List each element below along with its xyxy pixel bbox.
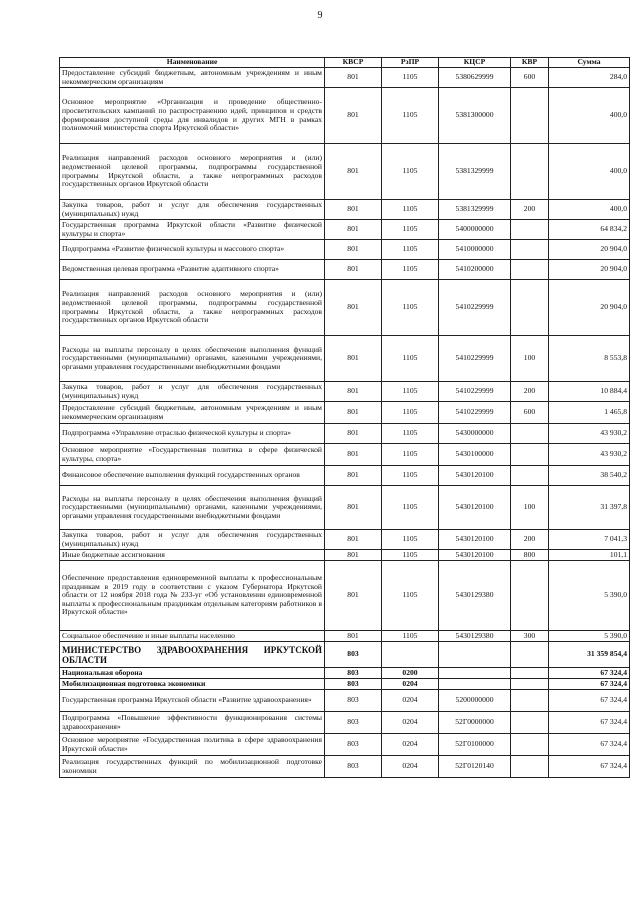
cell-name: Предоставление субсидий бюджетным, автономным учреждениям и иным некоммерческим организациям [60,402,325,424]
cell-name: Основное мероприятие «Государственная политика в сфере здравоохранения Иркутской области» [60,734,325,756]
cell-name: Иные бюджетные ассигнования [60,550,325,561]
cell-kvsr: 803 [325,712,382,734]
cell-rzpr: 1105 [382,382,439,402]
cell-name: Закупка товаров, работ и услуг для обеспечения государственных (муниципальных) нужд [60,382,325,402]
cell-sum: 31 397,8 [549,486,630,530]
cell-kvr [511,240,549,260]
cell-name: Подпрограмма «Повышение эффективности функционирования системы здравоохранения» [60,712,325,734]
cell-sum: 31 359 854,4 [549,642,630,668]
cell-kvsr: 801 [325,260,382,280]
column-header-name: Наименование [60,58,325,68]
cell-kcsr: 52Г0000000 [439,712,511,734]
cell-kvsr: 803 [325,642,382,668]
cell-kvr [511,756,549,778]
cell-rzpr: 1105 [382,200,439,220]
cell-rzpr: 1105 [382,88,439,144]
cell-sum: 5 390,0 [549,561,630,631]
cell-name: Мобилизационная подготовка экономики [60,679,325,690]
cell-sum: 400,0 [549,88,630,144]
cell-rzpr [382,642,439,668]
cell-sum: 20 904,0 [549,240,630,260]
cell-kcsr: 5381329999 [439,144,511,200]
table-row [60,424,630,444]
cell-rzpr: 1105 [382,444,439,466]
cell-sum: 67 324,4 [549,690,630,712]
cell-sum: 38 540,2 [549,466,630,486]
cell-kvsr: 801 [325,486,382,530]
column-header-kvsr: КВСР [325,58,382,68]
cell-kvsr: 801 [325,68,382,88]
cell-kcsr: 5410229999 [439,280,511,336]
cell-kvr [511,642,549,668]
cell-kcsr: 52Г0100000 [439,734,511,756]
cell-name: Социальное обеспечение и иные выплаты населению [60,631,325,642]
cell-kvr [511,712,549,734]
cell-kcsr: 5410000000 [439,240,511,260]
cell-kcsr: 5380629999 [439,68,511,88]
cell-kcsr: 5430120100 [439,466,511,486]
cell-sum: 101,1 [549,550,630,561]
cell-name: Расходы на выплаты персоналу в целях обеспечения выполнения функций государственными (муниципальными) органами, казенными учреждениями, органами управления государственными внебюджетными фондами [60,486,325,530]
cell-kvr [511,280,549,336]
column-header-sum: Сумма [549,58,630,68]
cell-kvr: 200 [511,530,549,550]
cell-sum: 5 390,0 [549,631,630,642]
cell-rzpr: 1105 [382,280,439,336]
cell-sum: 67 324,4 [549,679,630,690]
table-row [60,240,630,260]
table-row [60,144,630,200]
cell-name: Подпрограмма «Управление отраслью физической культуры и спорта» [60,424,325,444]
table-row [60,690,630,712]
cell-kvsr: 801 [325,444,382,466]
cell-kcsr: 5410229999 [439,336,511,382]
table-row [60,679,630,690]
cell-rzpr: 1105 [382,402,439,424]
cell-name: Государственная программа Иркутской области «Развитие физической культуры и спорта» [60,220,325,240]
cell-name: Реализация направлений расходов основного мероприятия и (или) ведомственной целевой программы, подпрограммы государственной программы Иркутской области, а также непрограммных расходов государственных органов Иркутской области [60,280,325,336]
cell-kcsr: 5430000000 [439,424,511,444]
cell-kcsr: 5430129380 [439,631,511,642]
cell-rzpr: 0204 [382,756,439,778]
cell-sum: 10 884,4 [549,382,630,402]
cell-rzpr: 1105 [382,144,439,200]
table-row [60,631,630,642]
cell-kvsr: 803 [325,690,382,712]
cell-name: Реализация направлений расходов основного мероприятия и (или) ведомственной целевой программы, подпрограммы государственной программы Иркутской области, а также непрограммных расходов государственных органов Иркутской области [60,144,325,200]
cell-rzpr: 1105 [382,220,439,240]
cell-kvr: 600 [511,402,549,424]
cell-kvr: 100 [511,486,549,530]
cell-kvsr: 801 [325,382,382,402]
cell-name: Основное мероприятие «Государственная политика в сфере физической культуры, спорта» [60,444,325,466]
cell-sum: 64 834,2 [549,220,630,240]
table-row [60,530,630,550]
cell-rzpr: 1105 [382,424,439,444]
cell-kvr: 300 [511,631,549,642]
table-row [60,444,630,466]
cell-kvr: 800 [511,550,549,561]
cell-kvsr: 801 [325,336,382,382]
cell-kvr [511,668,549,679]
cell-kcsr: 5381300000 [439,88,511,144]
cell-kvsr: 801 [325,280,382,336]
table-row [60,712,630,734]
column-header-rzpr: РзПР [382,58,439,68]
cell-rzpr: 1105 [382,550,439,561]
cell-kvr [511,561,549,631]
column-header-kvr: КВР [511,58,549,68]
cell-kvsr: 801 [325,240,382,260]
page-number: 9 [317,10,323,21]
cell-kvsr: 801 [325,144,382,200]
cell-kvr [511,88,549,144]
cell-rzpr: 1105 [382,240,439,260]
table-row [60,402,630,424]
table-row [60,260,630,280]
cell-kvr [511,424,549,444]
cell-name: Ведомственная целевая программа «Развитие адаптивного спорта» [60,260,325,280]
table-header-row [60,58,630,68]
cell-kvr: 200 [511,200,549,220]
cell-rzpr: 0204 [382,690,439,712]
cell-kvr [511,220,549,240]
cell-kvsr: 801 [325,424,382,444]
cell-kcsr: 5400000000 [439,220,511,240]
cell-sum: 400,0 [549,200,630,220]
table-row [60,382,630,402]
cell-kvr [511,444,549,466]
table-row [60,561,630,631]
cell-kvr [511,144,549,200]
cell-kvsr: 801 [325,530,382,550]
cell-name: Государственная программа Иркутской области «Развитие здравоохранения» [60,690,325,712]
cell-name: Закупка товаров, работ и услуг для обеспечения государственных (муниципальных) нужд [60,200,325,220]
cell-kvsr: 801 [325,631,382,642]
cell-sum: 67 324,4 [549,734,630,756]
cell-name: Основное мероприятие «Организация и проведение общественно-просветительских кампаний по распространению идей, принципов и средств формирования доступной среды для инвалидов и других МГН в рамках полномочий министерства спорта Иркутской области» [60,88,325,144]
cell-kcsr: 5430120100 [439,486,511,530]
table-row [60,336,630,382]
cell-kcsr: 5410200000 [439,260,511,280]
cell-kvr [511,466,549,486]
cell-name: МИНИСТЕРСТВО ЗДРАВООХРАНЕНИЯ ИРКУТСКОЙ ОБЛАСТИ [60,642,325,668]
cell-rzpr: 0200 [382,668,439,679]
cell-name: Расходы на выплаты персоналу в целях обеспечения выполнения функций государственными (муниципальными) органами, казенными учреждениями, органами управления государственными внебюджетными фондами [60,336,325,382]
cell-rzpr: 0204 [382,679,439,690]
cell-kvsr: 803 [325,679,382,690]
cell-name: Обеспечение предоставления единовременной выплаты к профессиональным праздникам в 2019 году в соответствии с указом Губернатора Иркутской области от 12 ноября 2018 года № 233-уг «Об установлении единовременной выплаты к профессиональным праздникам отдельным категориям работников в Иркутской области» [60,561,325,631]
cell-rzpr: 1105 [382,486,439,530]
table-row [60,220,630,240]
table-row [60,200,630,220]
table-row [60,642,630,668]
cell-kvsr: 801 [325,550,382,561]
cell-rzpr: 1105 [382,530,439,550]
cell-kcsr: 5410229999 [439,382,511,402]
cell-sum: 20 904,0 [549,280,630,336]
cell-kvsr: 803 [325,756,382,778]
table-row [60,68,630,88]
cell-kvsr: 801 [325,220,382,240]
cell-sum: 43 930,2 [549,424,630,444]
column-header-kcsr: КЦСР [439,58,511,68]
cell-kvr [511,679,549,690]
cell-kvr: 100 [511,336,549,382]
cell-rzpr: 0204 [382,712,439,734]
cell-name: Подпрограмма «Развитие физической культуры и массового спорта» [60,240,325,260]
cell-rzpr: 1105 [382,466,439,486]
table-row [60,550,630,561]
cell-kcsr: 5430129380 [439,561,511,631]
cell-kvsr: 801 [325,466,382,486]
cell-sum: 20 904,0 [549,260,630,280]
cell-rzpr: 1105 [382,336,439,382]
cell-kvr [511,734,549,756]
cell-sum: 67 324,4 [549,712,630,734]
cell-sum: 43 930,2 [549,444,630,466]
cell-sum: 67 324,4 [549,756,630,778]
budget-table [59,57,630,778]
cell-kcsr [439,642,511,668]
cell-name: Реализация государственных функций по мобилизационной подготовке экономики [60,756,325,778]
cell-kvsr: 803 [325,734,382,756]
cell-sum: 1 465,8 [549,402,630,424]
cell-sum: 400,0 [549,144,630,200]
cell-kcsr: 5430120100 [439,550,511,561]
cell-kvr: 600 [511,68,549,88]
table-row [60,88,630,144]
cell-kcsr: 5430100000 [439,444,511,466]
cell-rzpr: 0204 [382,734,439,756]
cell-kvsr: 801 [325,88,382,144]
cell-kvr: 200 [511,382,549,402]
cell-kvsr: 801 [325,402,382,424]
table-row [60,280,630,336]
table-row [60,466,630,486]
table-row [60,734,630,756]
cell-kcsr: 5381329999 [439,200,511,220]
cell-kvsr: 801 [325,561,382,631]
cell-rzpr: 1105 [382,561,439,631]
cell-kcsr: 5430120100 [439,530,511,550]
table-row [60,756,630,778]
cell-kcsr: 5200000000 [439,690,511,712]
cell-kcsr: 5410229999 [439,402,511,424]
cell-name: Национальная оборона [60,668,325,679]
cell-rzpr: 1105 [382,68,439,88]
cell-rzpr: 1105 [382,260,439,280]
cell-kvr [511,690,549,712]
cell-rzpr: 1105 [382,631,439,642]
cell-kvsr: 803 [325,668,382,679]
cell-name: Финансовое обеспечение выполнения функций государственных органов [60,466,325,486]
cell-name: Закупка товаров, работ и услуг для обеспечения государственных (муниципальных) нужд [60,530,325,550]
table-row [60,486,630,530]
cell-kcsr: 52Г0120140 [439,756,511,778]
cell-sum: 67 324,4 [549,668,630,679]
cell-name: Предоставление субсидий бюджетным, автономным учреждениям и иным некоммерческим организациям [60,68,325,88]
cell-sum: 8 553,8 [549,336,630,382]
cell-kcsr [439,679,511,690]
cell-kvsr: 801 [325,200,382,220]
cell-sum: 7 041,3 [549,530,630,550]
table-row [60,668,630,679]
cell-sum: 284,0 [549,68,630,88]
cell-kcsr [439,668,511,679]
cell-kvr [511,260,549,280]
